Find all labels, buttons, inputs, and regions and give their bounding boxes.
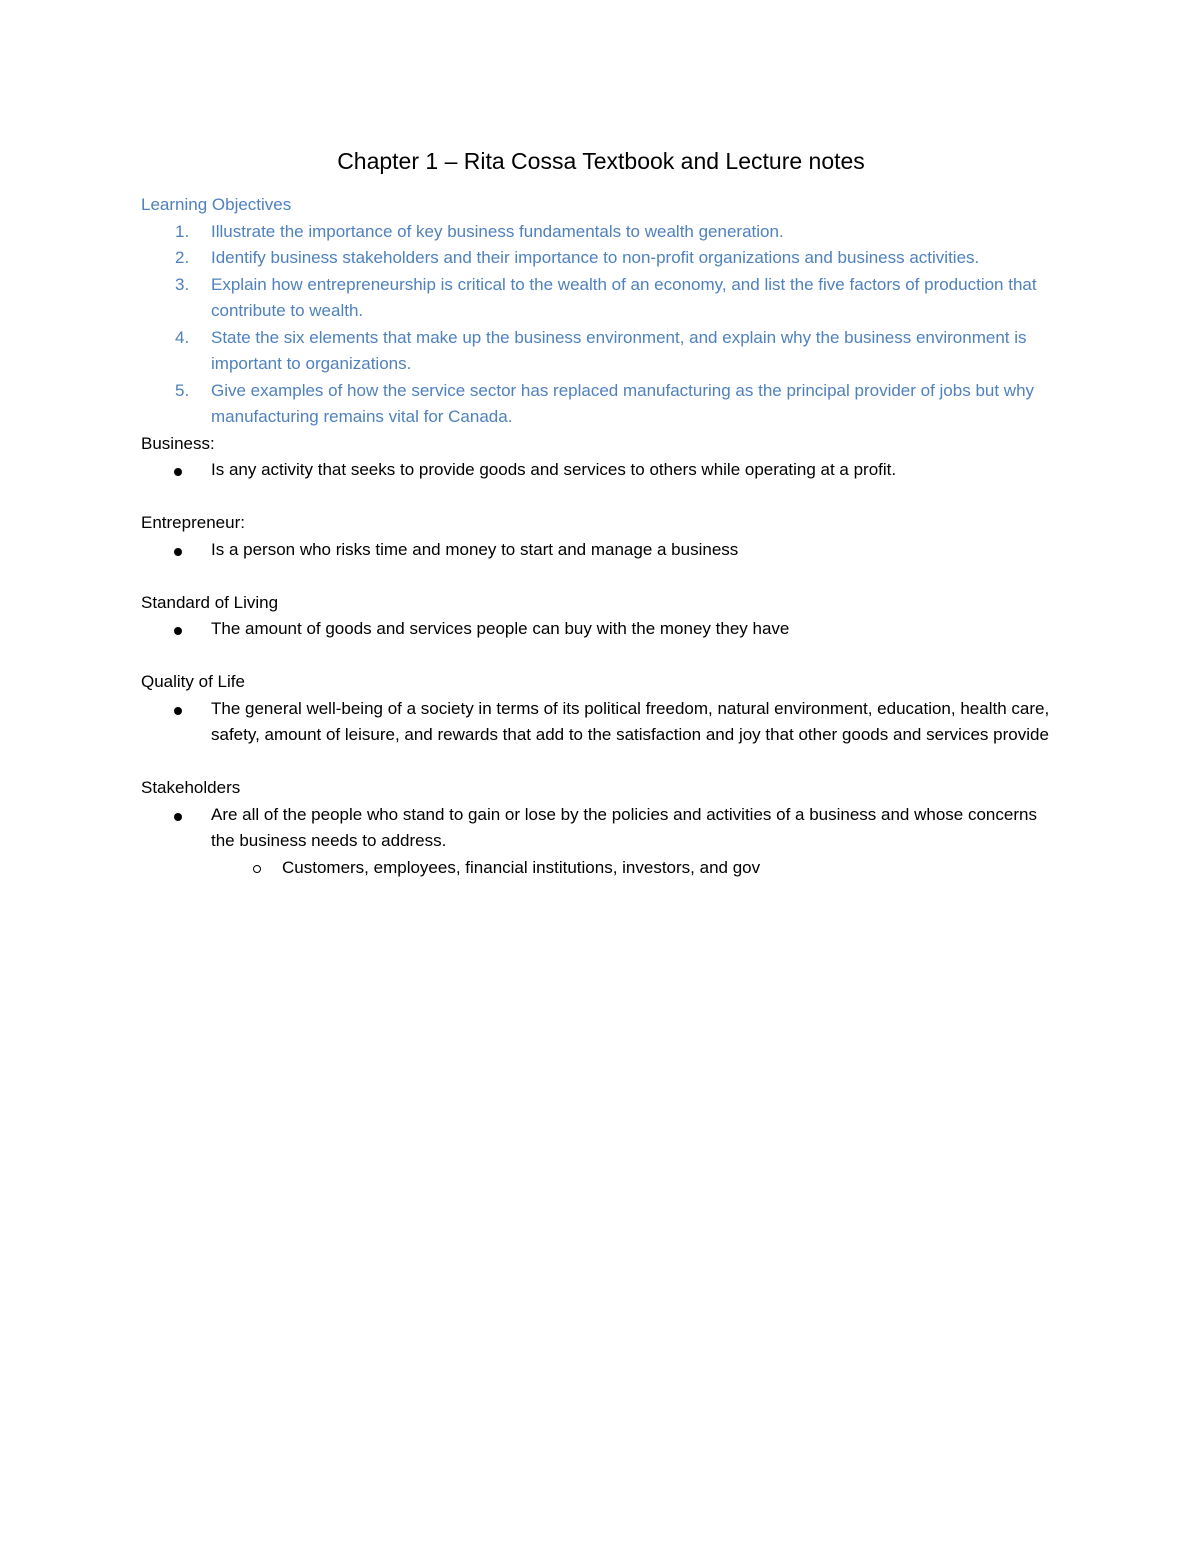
objective-item (141, 219, 1061, 246)
bullet-icon (174, 707, 182, 715)
learning-objectives-list (141, 219, 1061, 431)
sub-list (211, 855, 1061, 882)
objective-text: Give examples of how the service sector has replaced manufacturing as the principal provider of jobs but why manufacturing remains vital for Canada. (211, 380, 1035, 426)
document-page (141, 140, 1061, 881)
definition-item (141, 696, 1061, 749)
hollow-bullet-icon (253, 865, 261, 873)
objective-number: 4. (175, 327, 190, 347)
definition-item (141, 537, 1061, 564)
objective-text: Identify business stakeholders and their importance to non-profit organizations and business activities. (211, 248, 980, 267)
objective-item (141, 325, 1061, 378)
definition-entrepreneur (141, 510, 1061, 563)
definition-quality-of-life (141, 669, 1061, 749)
term-heading: Stakeholders (141, 778, 241, 797)
definition-standard-of-living (141, 590, 1061, 643)
definition-list (141, 696, 1061, 749)
term-heading: Standard of Living (141, 592, 279, 612)
objective-item (141, 378, 1061, 431)
learning-objectives-heading: Learning Objectives (141, 195, 292, 214)
definition-stakeholders (141, 775, 1061, 881)
objective-item (141, 272, 1061, 325)
definition-text: The general well-being of a society in terms of its political freedom, natural environment, education, health care, safety, amount of leisure, and rewards that add to the satisfaction and joy that other goods and services provide (211, 698, 1050, 744)
definition-text: Is any activity that seeks to provide goods and services to others while operating at a profit. (211, 460, 897, 479)
definition-business (141, 431, 1061, 484)
learning-objectives (141, 192, 1061, 431)
term-heading: Business: (141, 433, 215, 453)
definition-text: Are all of the people who stand to gain or lose by the policies and activities of a business and whose concerns the business needs to address. (211, 804, 1037, 850)
objective-text: Explain how entrepreneurship is critical to the wealth of an economy, and list the five factors of production that contribute to wealth. (211, 274, 1037, 320)
sub-item-text: Customers, employees, financial institutions, investors, and gov (282, 857, 761, 877)
definitions (141, 431, 1061, 882)
definition-list (141, 537, 1061, 564)
objective-text: Illustrate the importance of key business fundamentals to wealth generation. (211, 221, 784, 241)
objective-number: 5. (175, 380, 190, 400)
objective-number: 2. (175, 248, 190, 267)
objective-item (141, 245, 1061, 272)
objective-number: 1. (175, 221, 190, 241)
definition-item (141, 802, 1061, 882)
definition-text: The amount of goods and services people can buy with the money they have (211, 619, 790, 638)
definition-list (141, 457, 1061, 484)
objective-number: 3. (175, 274, 190, 294)
definition-list (141, 616, 1061, 643)
bullet-icon (174, 627, 182, 635)
sub-item (141, 855, 1061, 882)
bullet-icon (174, 548, 182, 556)
objective-text: State the six elements that make up the business environment, and explain why the business environment is important to organizations. (211, 327, 1027, 373)
term-heading: Quality of Life (141, 672, 245, 691)
definition-item (141, 457, 1061, 484)
definition-text: Is a person who risks time and money to start and manage a business (211, 539, 739, 559)
definition-item (141, 616, 1061, 643)
bullet-icon (174, 813, 182, 821)
page-title: Chapter 1 – Rita Cossa Textbook and Lecture notes (337, 148, 865, 174)
bullet-icon (174, 468, 182, 476)
term-heading: Entrepreneur: (141, 513, 245, 532)
definition-list (141, 802, 1061, 882)
